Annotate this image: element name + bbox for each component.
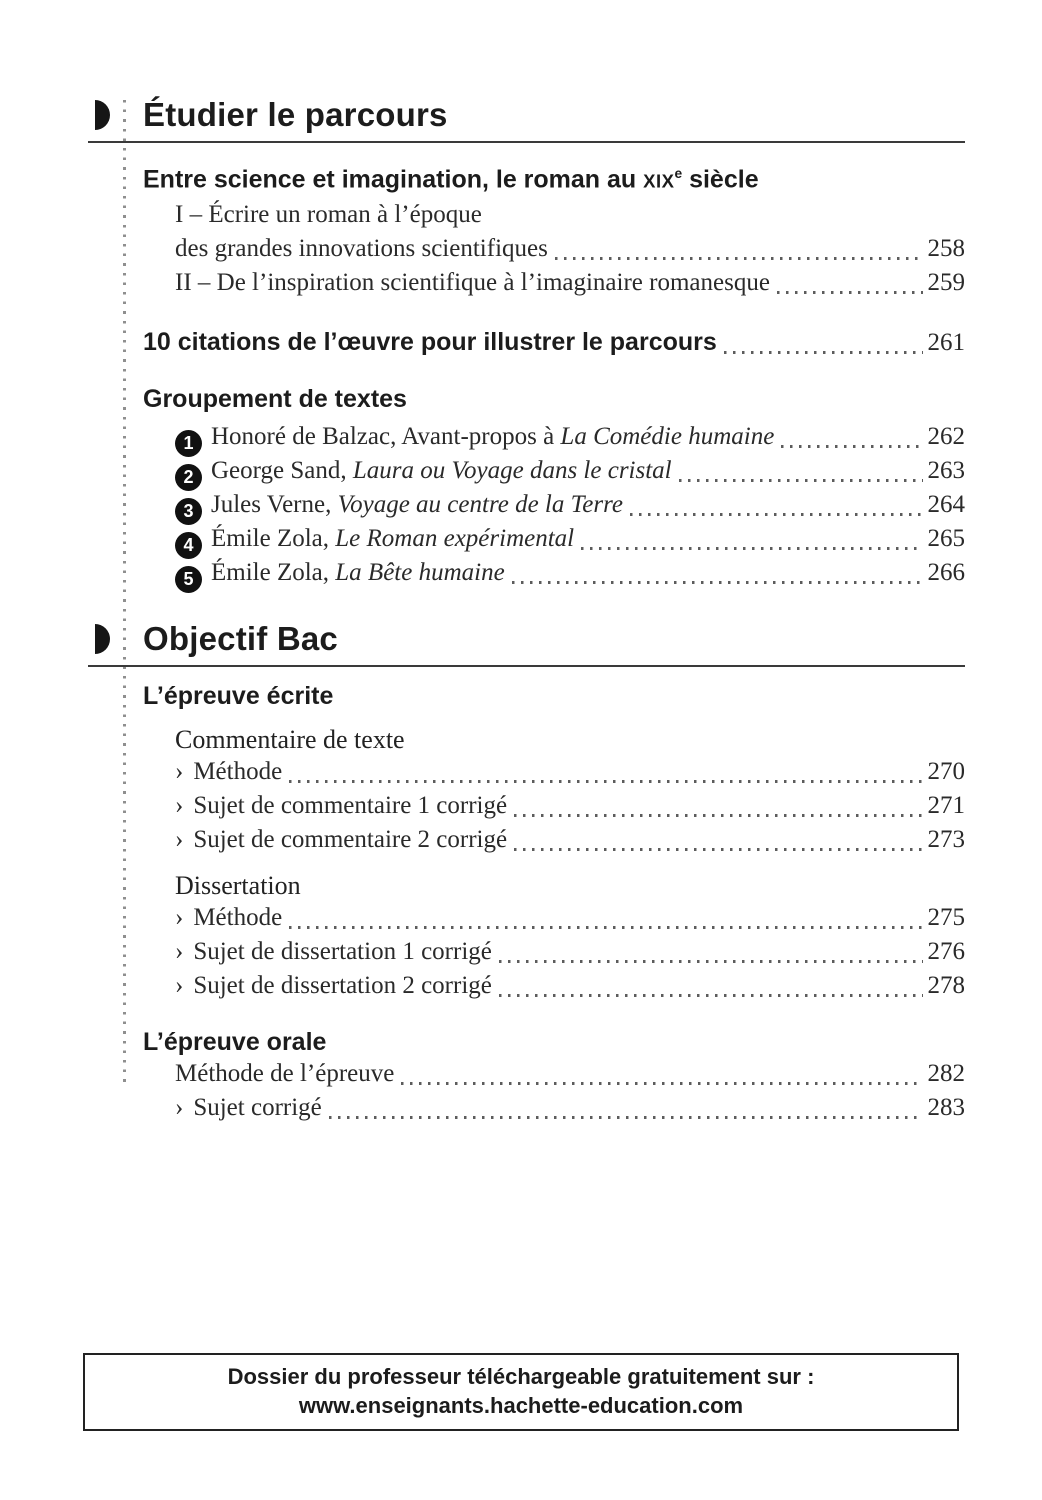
toc-entry: [175, 935, 965, 969]
groupement-list: [175, 420, 965, 590]
toc-entry: [175, 969, 965, 1003]
entry-page: 259: [927, 269, 965, 297]
heading-post: siècle: [682, 165, 759, 194]
roman-numeral: XIX: [643, 170, 675, 192]
section-epreuve-ecrite: [143, 681, 965, 1003]
chevron-bullet: ›: [175, 1094, 184, 1122]
entry-text: George Sand, Laura ou Voyage dans le cristal: [211, 457, 672, 485]
entry-page: 262: [927, 423, 965, 451]
section-epreuve-orale: [143, 1027, 965, 1125]
entry-page: 264: [927, 491, 965, 519]
dot-leader: [499, 994, 923, 997]
dot-leader: [581, 547, 922, 550]
entry-text: Jules Verne, Voyage au centre de la Terre: [211, 491, 623, 519]
toc-entry: [175, 420, 965, 454]
entry-page: 276: [927, 938, 965, 966]
section-heading: L’épreuve orale: [143, 1028, 327, 1057]
entry-text: 10 citations de l’œuvre pour illustrer le parcours: [143, 328, 717, 357]
part-title: Objectif Bac: [143, 620, 338, 658]
section-heading: L’épreuve écrite: [143, 682, 334, 711]
work-title: Voyage au centre de la Terre: [337, 491, 623, 519]
part-heading-etudier: [88, 96, 965, 134]
entry-page: 278: [927, 972, 965, 1000]
dot-leader: [781, 445, 922, 448]
entry-page: 266: [927, 559, 965, 587]
entry-text: Émile Zola, La Bête humaine: [211, 559, 505, 587]
work-title: Laura ou Voyage dans le cristal: [352, 457, 672, 485]
entry-page: 258: [927, 235, 965, 263]
subsection-commentaire: [175, 725, 965, 857]
toc-entry: [175, 522, 965, 556]
section-heading: Groupement de textes: [143, 385, 407, 414]
entry-text: Sujet de dissertation 2 corrigé: [193, 972, 492, 1000]
entry-page: 273: [927, 826, 965, 854]
toc-entry: [175, 755, 965, 789]
dot-leader: [679, 479, 923, 482]
teacher-dossier-box: [83, 1353, 959, 1431]
dot-leader: [777, 291, 923, 294]
toc-entry: [143, 326, 965, 360]
part-title: Étudier le parcours: [143, 96, 448, 133]
entry-text: Honoré de Balzac, Avant-propos à La Comédie humaine: [211, 423, 775, 451]
subsection-dissertation: [175, 871, 965, 1003]
chevron-bullet: ›: [175, 792, 184, 820]
dot-leader: [329, 1116, 923, 1119]
dot-leader: [555, 257, 923, 260]
half-circle-bullet-icon: [95, 624, 110, 654]
entry-text: Méthode: [193, 758, 283, 786]
dot-leader: [724, 351, 923, 354]
toc-entry: [175, 901, 965, 935]
chevron-bullet: ›: [175, 904, 184, 932]
entry-text: Sujet de commentaire 1 corrigé: [193, 792, 508, 820]
toc-entry: [175, 1091, 965, 1125]
dot-leader: [401, 1082, 922, 1085]
entry-text: Sujet corrigé: [193, 1094, 322, 1122]
orale-entries: [175, 1057, 965, 1125]
section-citations: [143, 326, 965, 360]
toc-entry: [175, 232, 965, 266]
section-heading: [143, 159, 965, 196]
heading-pre: Entre science et imagination, le roman au: [143, 165, 644, 194]
dot-leader: [514, 814, 922, 817]
entry-text: Méthode: [193, 904, 283, 932]
dot-leader: [289, 926, 922, 929]
chevron-bullet: ›: [175, 826, 184, 854]
heading-rule: [88, 141, 965, 143]
toc-entry: [175, 789, 965, 823]
dossier-url: www.enseignants.hachette-education.com: [298, 1393, 744, 1418]
toc-entry: [175, 488, 965, 522]
toc-entry: [175, 1057, 965, 1091]
entry-page: 270: [927, 758, 965, 786]
entry-text: II – De l’inspiration scientifique à l’imaginaire romanesque: [175, 269, 770, 297]
circled-number-3-icon: 3: [175, 498, 202, 525]
heading-rule: [88, 665, 965, 667]
entry-text: des grandes innovations scientifiques: [175, 235, 548, 263]
entry-text: Émile Zola, Le Roman expérimental: [211, 525, 575, 553]
work-title: La Bête humaine: [335, 559, 505, 587]
toc-content: [88, 96, 965, 1125]
entry-text: Méthode de l’épreuve: [175, 1060, 395, 1088]
section-science: [143, 159, 965, 300]
circled-number-1-icon: 1: [175, 430, 202, 457]
work-title: La Comédie humaine: [560, 423, 775, 451]
dossier-line1: Dossier du professeur téléchargeable gratuitement sur :: [227, 1364, 815, 1389]
subsection-heading: Commentaire de texte: [175, 725, 405, 755]
entry-page: 261: [927, 329, 965, 357]
circled-number-4-icon: 4: [175, 532, 202, 559]
toc-entry: [175, 823, 965, 857]
chevron-bullet: ›: [175, 758, 184, 786]
entry-page: 263: [927, 457, 965, 485]
dot-leader: [499, 960, 923, 963]
entry-page: 283: [927, 1094, 965, 1122]
circled-number-2-icon: 2: [175, 464, 202, 491]
chevron-bullet: ›: [175, 972, 184, 1000]
entry-page: 271: [927, 792, 965, 820]
entry-text: I – Écrire un roman à l’époque: [175, 201, 482, 229]
dot-leader: [512, 581, 923, 584]
entry-page: 265: [927, 525, 965, 553]
dot-leader: [514, 848, 922, 851]
toc-entry: [175, 454, 965, 488]
half-circle-bullet-icon: [95, 100, 110, 130]
chevron-bullet: ›: [175, 938, 184, 966]
part-heading-objectif-bac: [88, 620, 965, 658]
toc-entry: [175, 266, 965, 300]
toc-entry: [175, 556, 965, 590]
superscript-e: e: [674, 166, 683, 181]
section-groupement: [143, 384, 965, 590]
entry-text: Sujet de dissertation 1 corrigé: [193, 938, 492, 966]
toc-entry: [175, 198, 965, 232]
work-title: Le Roman expérimental: [335, 525, 575, 553]
circled-number-5-icon: 5: [175, 566, 202, 593]
entry-page: 282: [927, 1060, 965, 1088]
subsection-heading: Dissertation: [175, 871, 301, 901]
dot-leader: [630, 513, 923, 516]
entry-text: Sujet de commentaire 2 corrigé: [193, 826, 508, 854]
entry-page: 275: [927, 904, 965, 932]
dot-leader: [289, 780, 922, 783]
